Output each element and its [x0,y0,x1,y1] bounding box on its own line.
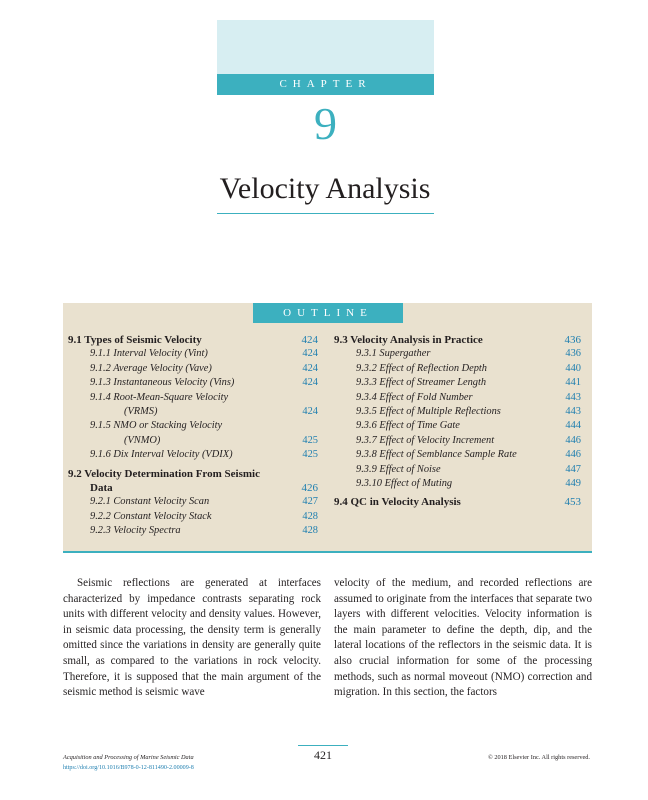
outline-entry[interactable] [68,448,318,462]
outline-entry[interactable] [68,391,318,405]
outline-entry[interactable] [334,347,581,361]
outline-entry-title: 9.3.4 Effect of Fold Number [356,391,473,403]
chapter-label: CHAPTER [217,74,434,95]
outline-entry-title: 9.1 Types of Seismic Velocity [68,334,202,346]
outline-entry-page[interactable]: 443 [565,391,581,403]
outline-entry[interactable] [334,477,581,491]
outline-entry[interactable] [68,333,318,347]
outline-entry-title: (VRMS) [124,405,158,417]
outline-entry[interactable] [334,333,581,347]
chapter-title: Velocity Analysis [219,172,431,205]
outline-entry-page[interactable]: 425 [302,449,318,461]
outline-entry-title: 9.2 Velocity Determination From Seismic [68,467,260,480]
outline-entry-title: 9.2.2 Constant Velocity Stack [90,510,212,522]
outline-entry-page[interactable]: 424 [302,362,318,374]
outline-entry-page[interactable]: 443 [565,405,581,417]
outline-left-column [68,333,318,538]
outline-entry-title: 9.3.5 Effect of Multiple Reflections [356,405,501,417]
outline-entry[interactable] [68,434,318,448]
outline-entry[interactable] [68,419,318,433]
body-text-right [334,576,592,701]
outline-entry-page[interactable]: 424 [302,405,318,417]
footer-doi-link[interactable]: https://doi.org/10.1016/B978-0-12-811490-2.00009-8 [63,765,194,771]
outline-entry[interactable] [68,467,318,481]
outline-entry-page[interactable]: 424 [302,377,318,389]
outline-entry-title: 9.3.3 Effect of Streamer Length [356,377,487,389]
outline-entry-title: 9.1.3 Instantaneous Velocity (Vins) [90,377,235,389]
outline-entry-title: 9.3 Velocity Analysis in Practice [334,334,483,346]
outline-entry-page[interactable]: 436 [564,334,581,346]
outline-entry[interactable] [334,376,581,390]
outline-entry-title: 9.1.4 Root-Mean-Square Velocity [90,391,229,403]
outline-entry[interactable] [68,495,318,509]
footer-divider [298,745,348,746]
outline-label: OUTLINE [253,303,403,323]
body-paragraph-left: Seismic reflections are generated at interfaces characterized by impedance contrasts separating rock units with different velocity and density values. However, in seismic data processing, the density term is generally omitted since the variations in density are generally quite small, as compared to the variations in rock velocity. Therefore, it is supposed that the main argument of the seismic method is seismic wave [63,577,321,699]
outline-entry-page[interactable]: 444 [565,420,581,432]
page-number: 421 [314,748,332,762]
outline-entry-page[interactable]: 446 [565,434,581,446]
outline-entry-title: 9.1.6 Dix Interval Velocity (VDIX) [90,449,233,461]
outline-entry-page[interactable]: 426 [301,481,318,494]
outline-entry-title: 9.1.5 NMO or Stacking Velocity [90,420,223,432]
outline-right-column [334,333,581,510]
outline-entry-title: 9.3.2 Effect of Reflection Depth [356,362,487,374]
chapter-header-block [217,20,434,74]
outline-entry[interactable] [334,434,581,448]
outline-entry-page[interactable]: 441 [565,377,581,389]
outline-entry-title: 9.3.1 Supergather [356,348,431,360]
outline-entry[interactable] [68,481,318,495]
outline-entry-page[interactable]: 447 [565,463,581,475]
title-divider [217,213,434,214]
outline-entry-title: 9.3.8 Effect of Semblance Sample Rate [356,449,517,461]
outline-entry[interactable] [334,362,581,376]
outline-entry[interactable] [334,463,581,477]
outline-entry-title: 9.2.1 Constant Velocity Scan [90,496,210,508]
outline-entry-page[interactable]: 425 [302,434,318,446]
footer-book-title: Acquisition and Processing of Marine Seismic Data [63,754,194,761]
outline-entry-title: 9.2.3 Velocity Spectra [90,525,181,537]
footer-copyright: © 2018 Elsevier Inc. All rights reserved. [487,754,590,761]
outline-entry-title: 9.1.2 Average Velocity (Vave) [90,362,212,374]
body-paragraph-right: velocity of the medium, and recorded reflections are assumed to originate from the interfaces that separate two layers with different velocities. Velocity information is the main parameter to define the depth, dip, and the lateral locations of the reflectors in the seismic data. It is also crucial information for some of the processing methods, such as normal moveout (NMO) correction and migration. In this section, the factors [334,577,592,699]
outline-entry-page[interactable]: 449 [565,477,581,489]
outline-entry-page[interactable]: 424 [301,334,318,346]
outline-entry-title: 9.3.10 Effect of Muting [356,477,453,489]
outline-entry-page[interactable]: 428 [302,510,318,522]
outline-entry[interactable] [68,405,318,419]
outline-entry[interactable] [68,524,318,538]
outline-entry[interactable] [68,347,318,361]
outline-entry[interactable] [68,362,318,376]
outline-entry-page[interactable]: 428 [302,525,318,537]
chapter-number: 9 [314,98,337,149]
outline-entry-title: (VNMO) [124,434,161,446]
outline-entry-page[interactable]: 453 [564,496,581,509]
outline-entry[interactable] [334,448,581,462]
outline-entry-page[interactable]: 436 [565,348,581,360]
outline-entry[interactable] [334,391,581,405]
outline-entry-title: Data [90,481,113,494]
outline-entry-page[interactable]: 427 [302,496,318,508]
outline-entry[interactable] [68,376,318,390]
body-text-left [63,576,321,701]
outline-entry-page[interactable]: 446 [565,449,581,461]
outline-entry-title: 9.1.1 Interval Velocity (Vint) [90,348,208,360]
outline-entry-title: 9.4 QC in Velocity Analysis [334,496,461,509]
outline-entry[interactable] [68,510,318,524]
outline-entry-title: 9.3.9 Effect of Noise [356,463,441,475]
outline-entry-title: 9.3.7 Effect of Velocity Increment [356,434,495,446]
outline-entry-title: 9.3.6 Effect of Time Gate [356,420,460,432]
outline-entry[interactable] [334,419,581,433]
outline-entry[interactable] [334,405,581,419]
outline-entry-page[interactable]: 424 [302,348,318,360]
outline-entry-page[interactable]: 440 [565,362,581,374]
outline-entry[interactable] [334,495,581,509]
